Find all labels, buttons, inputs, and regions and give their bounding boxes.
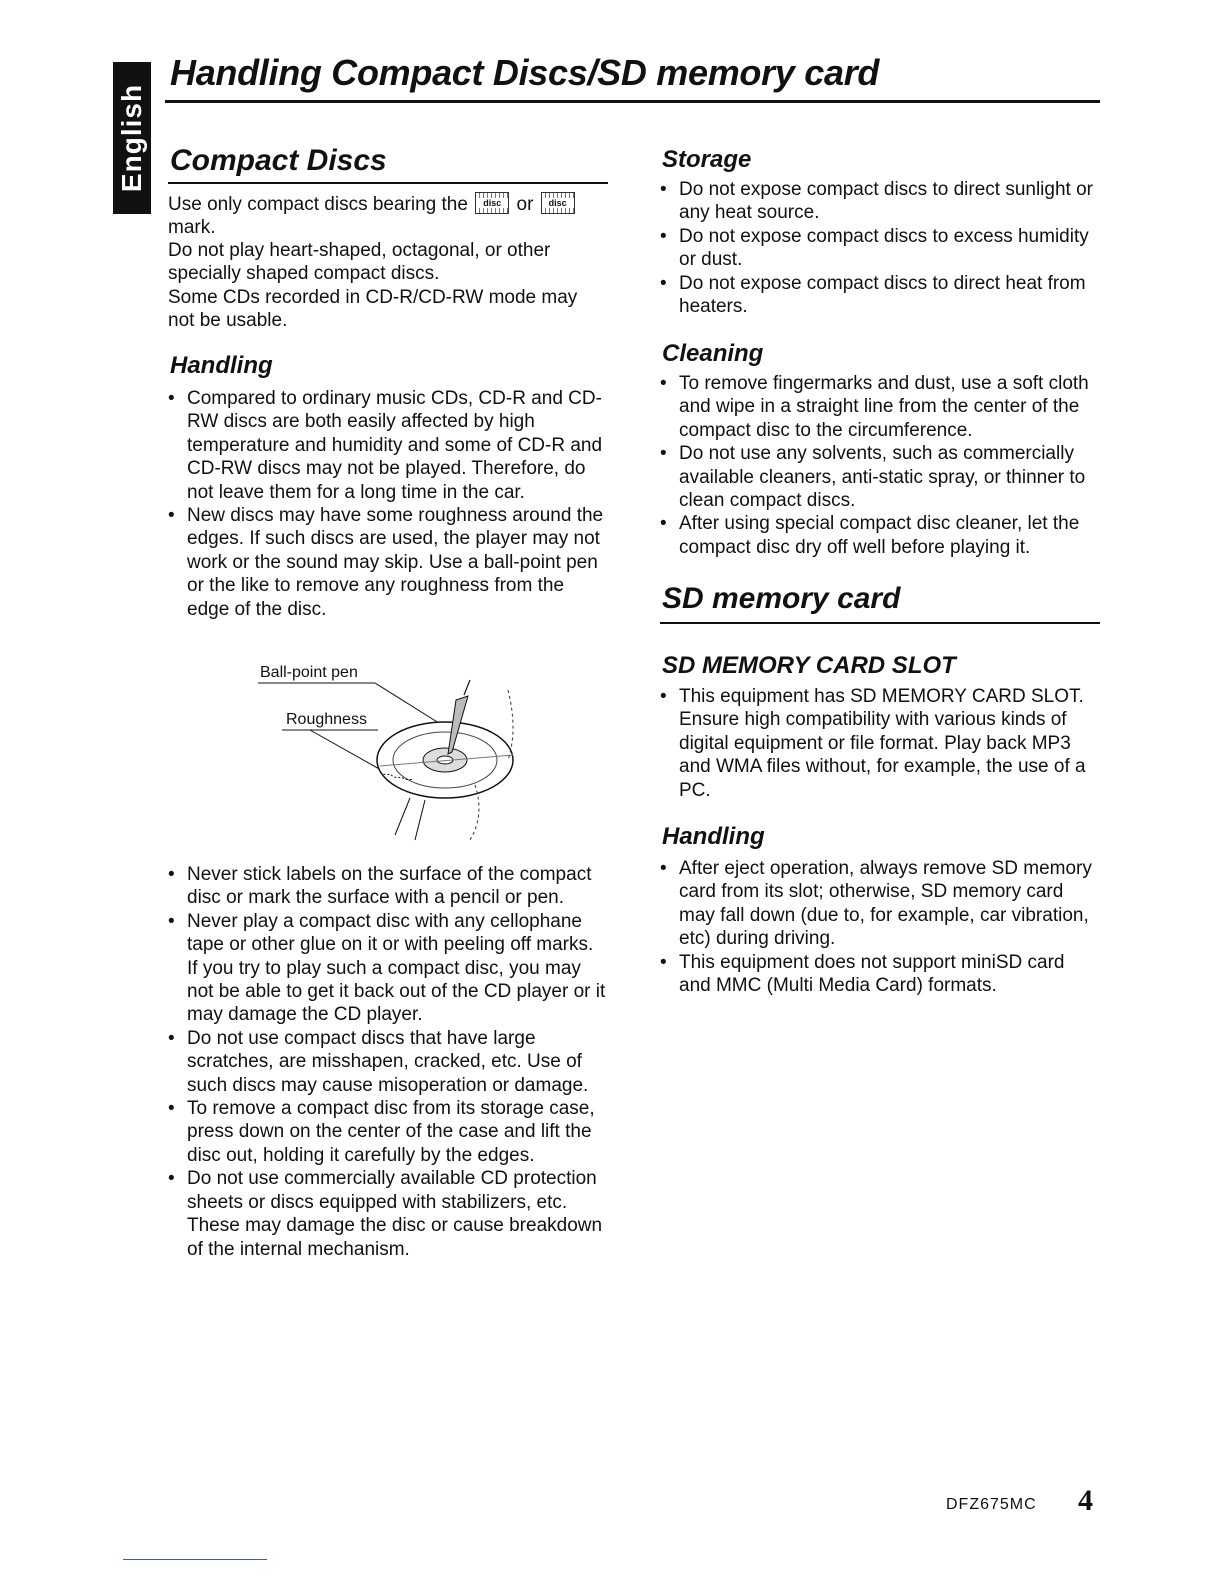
compact-discs-rule [168, 182, 608, 184]
cleaning-heading: Cleaning [662, 340, 764, 367]
list-item: • After eject operation, always remove SD memory card from its slot; otherwise, SD memory card may fall down (due to, for example, car vibration, etc) during driving. [660, 857, 1100, 951]
hand-outline-middle [415, 800, 425, 840]
sd-handling-heading: Handling [662, 823, 765, 850]
page-number: 4 [1078, 1484, 1093, 1517]
intro-text-after: mark. [168, 217, 216, 239]
sd-memory-card-heading: SD memory card [662, 582, 901, 615]
list-item: • Compared to ordinary music CDs, CD-R and CD-RW discs are both easily affected by high temperature and humidity and some of CD-R and CD-RW discs may not be played. Therefore, do not leave them for a long time in the car. [168, 387, 608, 504]
list-item: • Do not expose compact discs to excess humidity or dust. [660, 225, 1100, 272]
model-number: DFZ675MC [946, 1496, 1037, 1513]
list-item: • New discs may have some roughness around the edges. If such discs are used, the player may not work or the sound may skip. Use a ball-point pen or the like to remove any roughness from the edge of the disc. [168, 504, 608, 621]
list-item: • Do not expose compact discs to direct sunlight or any heat source. [660, 178, 1100, 225]
list-item: • To remove fingermarks and dust, use a soft cloth and wipe in a straight line from the center of the compact disc to the circumference. [660, 372, 1100, 442]
compact-discs-heading: Compact Discs [170, 144, 387, 177]
list-item: • Do not use compact discs that have large scratches, are misshapen, cracked, etc. Use of such discs may cause misoperation or damage. [168, 1027, 608, 1097]
compact-disc-logo-icon [475, 192, 509, 214]
ball-point-pen-label: Ball-point pen [260, 664, 358, 681]
compact-disc-logo-label: disc [476, 198, 508, 208]
intro-cdr-paragraph: Some CDs recorded in CD-R/CD-RW mode may not be usable. [168, 287, 578, 332]
list-item: • Never stick labels on the surface of the compact disc or mark the surface with a pencil or pen. [168, 863, 608, 910]
roughness-label: Roughness [286, 711, 367, 728]
compact-disc-text-logo-label: disc [542, 198, 574, 208]
sd-memory-card-rule [660, 622, 1100, 624]
intro-shape-paragraph: Do not play heart-shaped, octagonal, or other specially shaped compact discs. [168, 240, 551, 285]
list-item: • To remove a compact disc from its storage case, press down on the center of the case and lift the disc out, holding it carefully by the edges. [168, 1097, 608, 1167]
list-item: • This equipment has SD MEMORY CARD SLOT. Ensure high compatibility with various kinds of digital equipment or file format. Play back MP3 and WMA files without, for example, the use of a PC. [660, 685, 1100, 802]
list-item: • Do not use any solvents, such as commercially available cleaners, anti-static spray, or thinner to clean compact discs. [660, 442, 1100, 512]
handling-heading: Handling [170, 352, 273, 379]
language-tab-label: English [116, 83, 147, 193]
cd-handling-list [168, 387, 608, 621]
footer-rule [123, 1559, 267, 1560]
list-item: • Never play a compact disc with any cellophane tape or other glue on it or with peeling off marks. If you try to play such a compact disc, you may not be able to get it back out of the CD player or it may damage the CD player. [168, 910, 608, 1027]
cd-more-handling-list [168, 863, 608, 1261]
list-item: • After using special compact disc cleaner, let the compact disc dry off well before playing it. [660, 512, 1100, 559]
intro-mark-paragraph [168, 192, 613, 240]
intro-text-or: or [516, 194, 534, 215]
intro-text-before: Use only compact discs bearing the [168, 194, 468, 215]
pen-tip [464, 680, 470, 695]
list-item: • Do not expose compact discs to direct heat from heaters. [660, 272, 1100, 319]
page-title: Handling Compact Discs/SD memory card [170, 52, 880, 93]
sd-handling-list [660, 857, 1100, 997]
storage-list [660, 178, 1100, 318]
list-item: • This equipment does not support miniSD card and MMC (Multi Media Card) formats. [660, 951, 1100, 998]
hand-outline-left [395, 798, 410, 835]
storage-heading: Storage [662, 146, 752, 173]
disc-roughness-illustration [250, 660, 550, 850]
title-rule [165, 100, 1100, 103]
sd-slot-list [660, 685, 1100, 802]
compact-disc-text-logo-icon [541, 192, 575, 214]
cleaning-list [660, 372, 1100, 559]
list-item: • Do not use commercially available CD protection sheets or discs equipped with stabilizers, etc. These may damage the disc or cause breakdown of the internal mechanism. [168, 1167, 608, 1261]
disc-roughness-drawing [250, 660, 550, 850]
language-tab [113, 62, 151, 214]
sd-slot-heading: SD MEMORY CARD SLOT [662, 652, 956, 679]
